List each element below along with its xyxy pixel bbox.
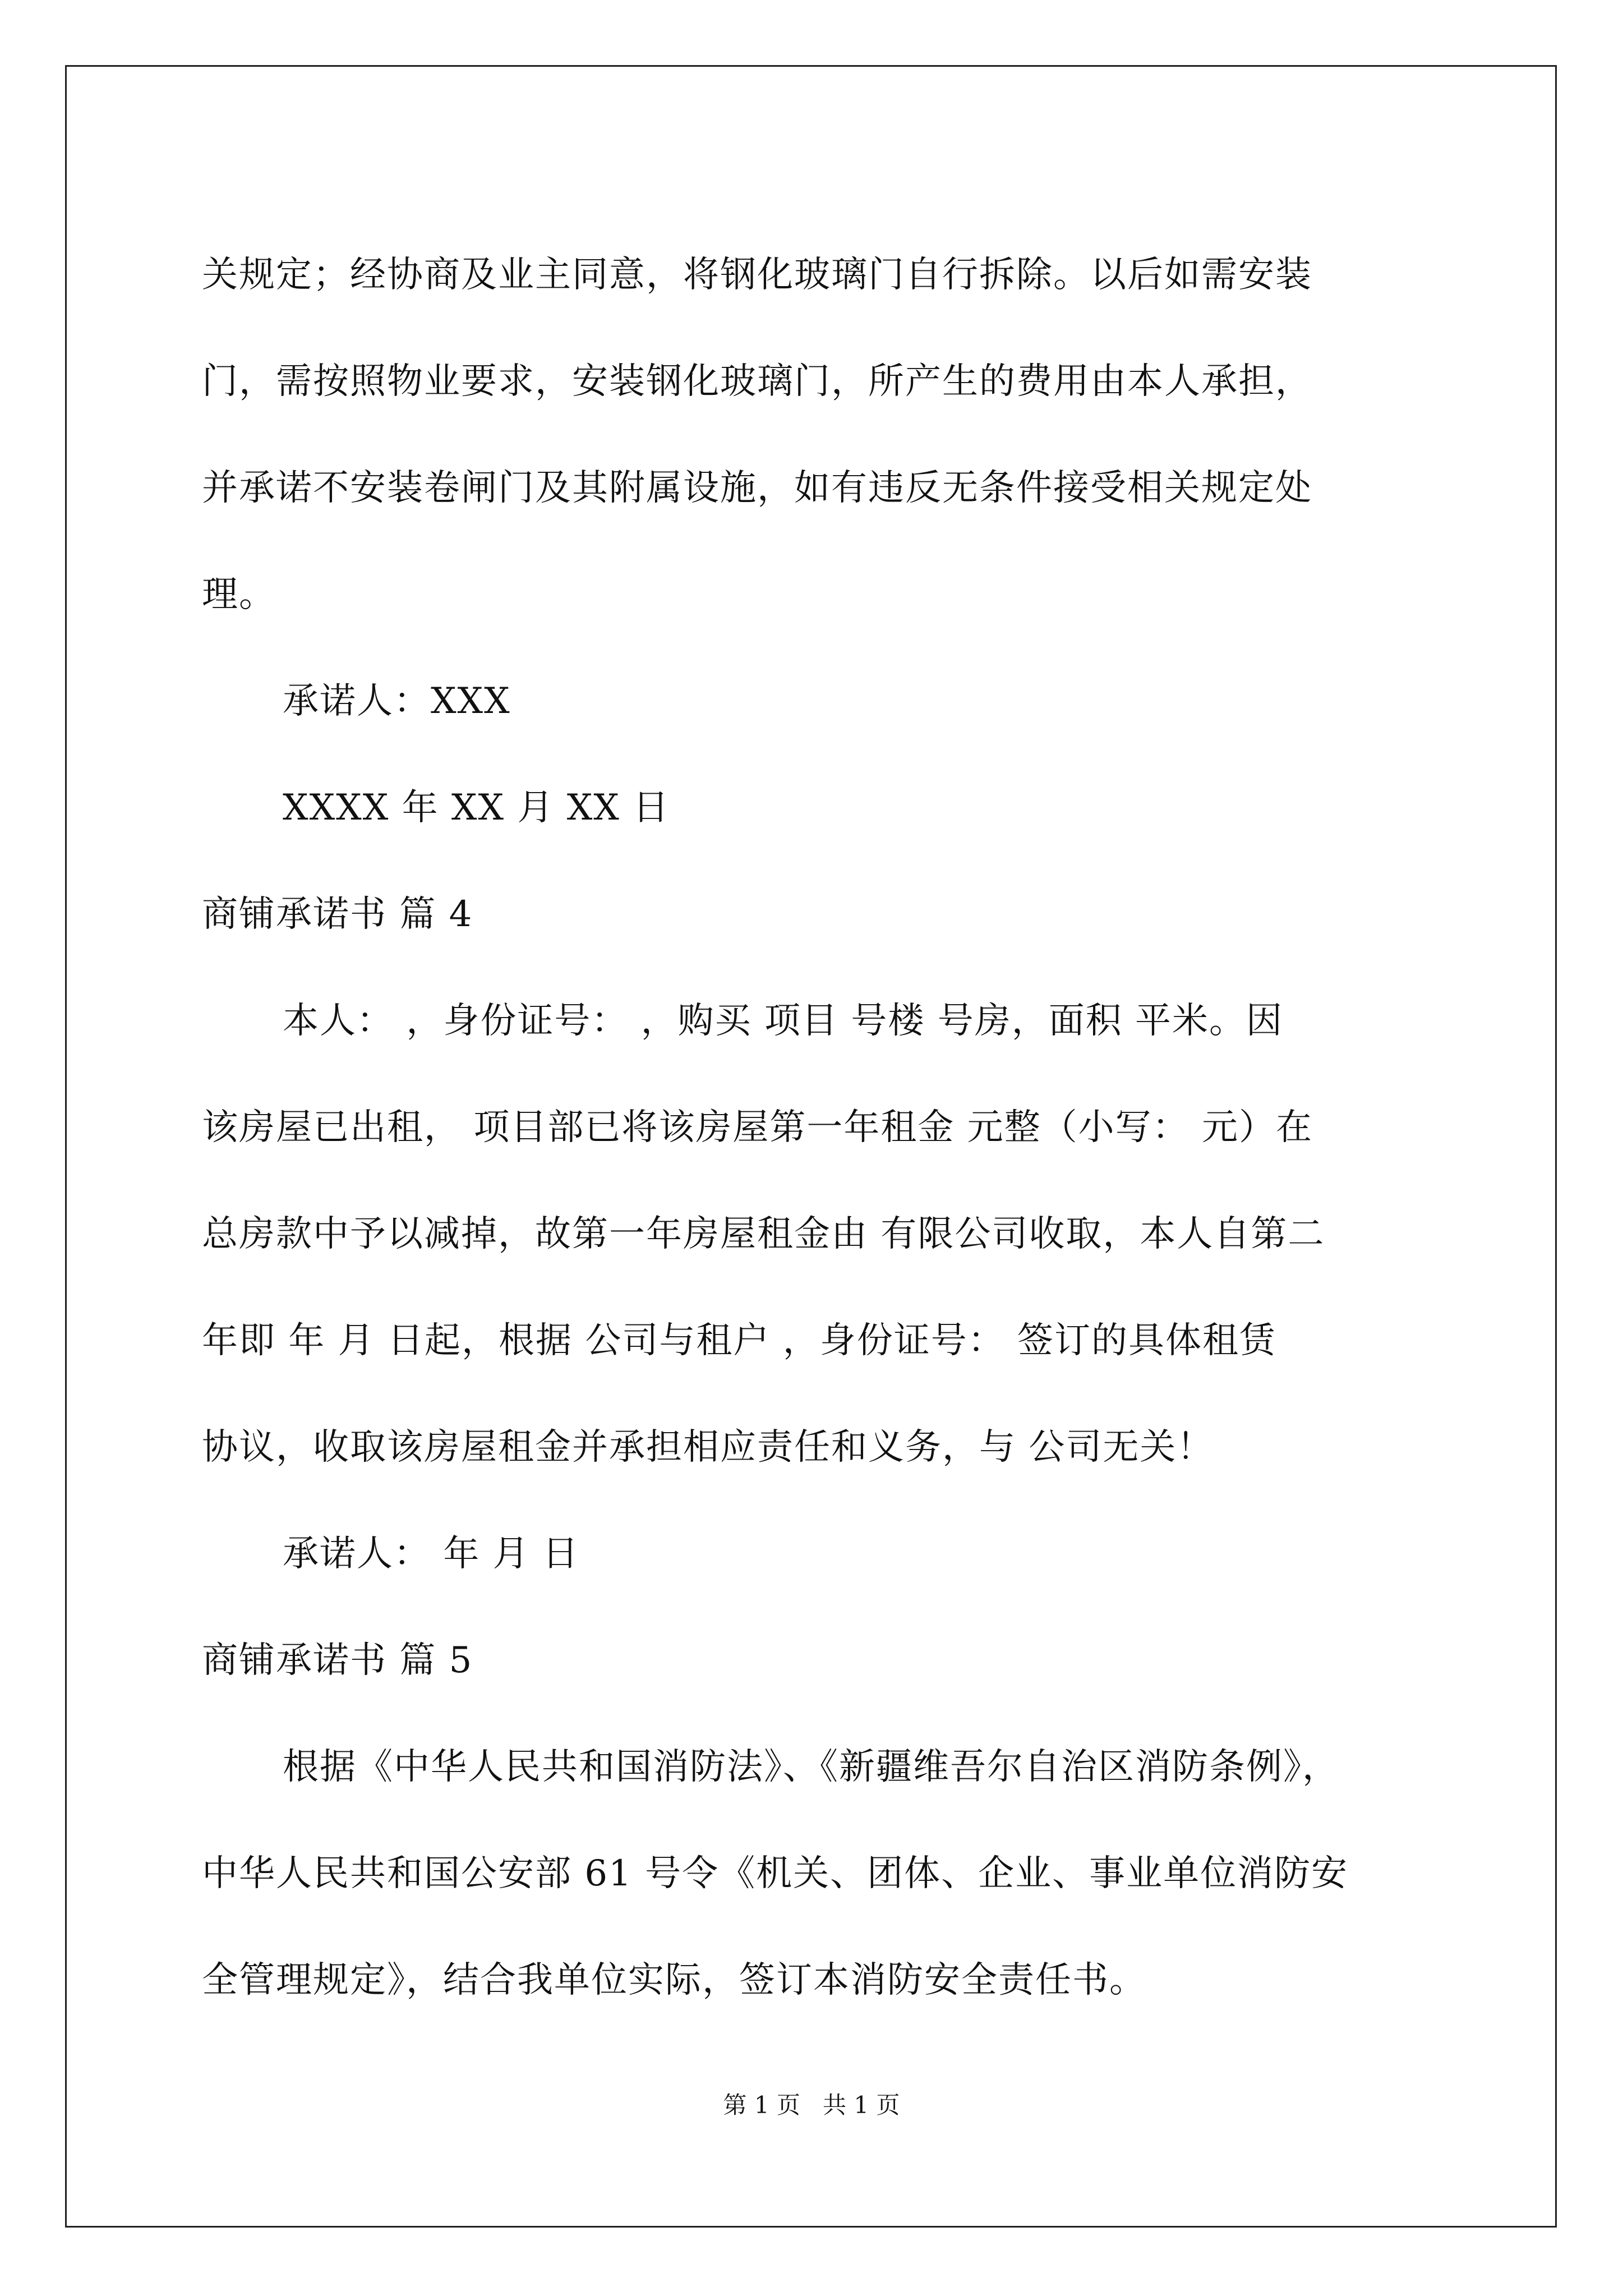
body-line: 年即 年 月 日起，根据 公司与租户 ，身份证号： 签订的具体租赁: [202, 1320, 1277, 1361]
body-line: 理。: [202, 574, 276, 615]
body-line: 协议，收取该房屋租金并承担相应责任和义务，与 公司无关！: [202, 1427, 1214, 1468]
body-line: 关规定；经协商及业主同意，将钢化玻璃门自行拆除。以后如需安装: [202, 254, 1312, 296]
body-line: 门，需按照物业要求，安装钢化玻璃门，所产生的费用由本人承担，: [202, 361, 1312, 402]
body-line: 总房款中予以减掉，故第一年房屋租金由 有限公司收取，本人自第二: [202, 1213, 1325, 1255]
body-line: 全管理规定》，结合我单位实际，签订本消防安全责任书。: [202, 1959, 1146, 2001]
signer-line: 承诺人： 年 月 日: [283, 1533, 580, 1575]
date-line: XXXX 年 XX 月 XX 日: [283, 787, 670, 829]
section-heading: 商铺承诺书 篇 5: [202, 1640, 473, 1681]
body-line: 中华人民共和国公安部 61 号令《机关、团体、企业、事业单位消防安: [202, 1853, 1349, 1894]
body-line: 根据《中华人民共和国消防法》、《新疆维吾尔自治区消防条例》，: [283, 1746, 1339, 1788]
body-line: 并承诺不安装卷闸门及其附属设施，如有违反无条件接受相关规定处: [202, 467, 1312, 509]
document-body: [202, 222, 1436, 2033]
section-heading: 商铺承诺书 篇 4: [202, 894, 473, 935]
signer-line: 承诺人：XXX: [283, 680, 511, 722]
body-line: 该房屋已出租， 项目部已将该房屋第一年租金 元整（小写： 元）在: [202, 1107, 1313, 1148]
body-line: 本人： ，身份证号： ，购买 项目 号楼 号房，面积 平米。因: [283, 1000, 1284, 1042]
page-number-footer: 第 1 页 共 1 页: [723, 2091, 900, 2119]
